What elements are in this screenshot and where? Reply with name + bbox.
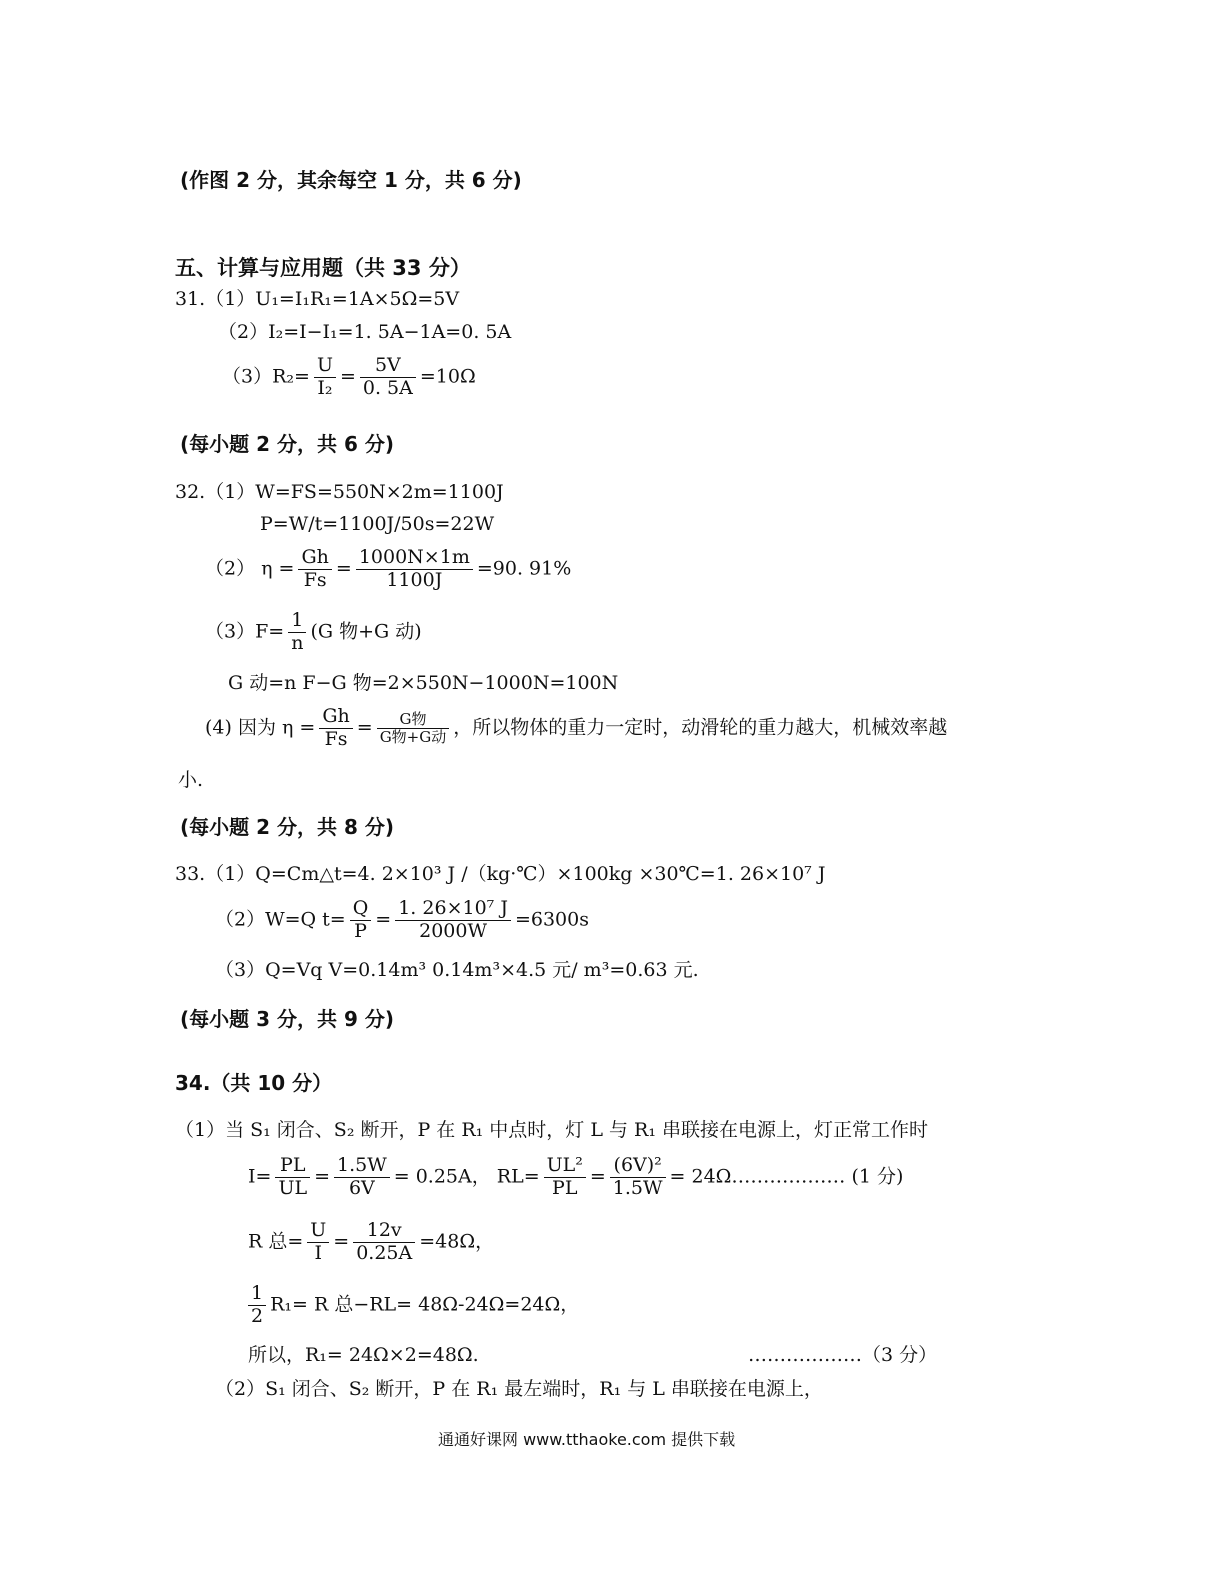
q31-line3-result: =10Ω bbox=[419, 365, 476, 388]
q32-line3-result: =90. 91% bbox=[476, 557, 572, 580]
q32-fraction-1 bbox=[298, 547, 331, 592]
q31-f2-numerator: 5V bbox=[360, 355, 416, 378]
q32-line1: 32.（1）W=FS=550N×2m=1100J bbox=[175, 481, 504, 503]
q34-line3-result: =48Ω， bbox=[419, 1230, 495, 1253]
q34-f7-numerator: 1 bbox=[248, 1283, 266, 1306]
q34-line3-equals: = bbox=[333, 1230, 350, 1253]
q34-line1: （1）当 S₁ 闭合、S₂ 断开，P 在 R₁ 中点时，灯 L 与 R₁ 串联接在电源上，灯正常工作时 bbox=[175, 1119, 928, 1141]
q34-line2-result: = 24Ω……………… (1 分) bbox=[669, 1165, 904, 1188]
q33-line2-result: =6300s bbox=[514, 908, 589, 931]
q33-f1-numerator: Q bbox=[350, 898, 372, 921]
q32-f3-denominator: n bbox=[291, 631, 304, 654]
q34-line2-equals-2: = bbox=[589, 1165, 606, 1188]
q33-fraction-2 bbox=[395, 898, 511, 943]
q34-f2-numerator: 1.5W bbox=[334, 1155, 390, 1178]
q34-line3-prefix: R 总= bbox=[248, 1230, 304, 1253]
q32-line5: G 动=n F−G 物=2×550N−1000N=100N bbox=[228, 672, 619, 694]
q34-line2-mid: = 0.25A， RL= bbox=[393, 1165, 540, 1188]
q33-f1-denominator: P bbox=[354, 919, 367, 942]
q34-f3-denominator: PL bbox=[552, 1176, 578, 1199]
q34-title-text: 34.（共 10 分） bbox=[175, 1071, 333, 1095]
q34-f4-denominator: 1.5W bbox=[612, 1176, 663, 1199]
q32-f2-numerator: 1000N×1m bbox=[356, 547, 473, 570]
q33-f2-numerator: 1. 26×10⁷ J bbox=[395, 898, 511, 921]
q32-line6-equals: = bbox=[356, 716, 373, 739]
q33-line2-prefix: （2）W=Q t= bbox=[215, 908, 346, 931]
q33-f2-denominator: 2000W bbox=[419, 919, 488, 942]
q32-f5-denominator: G物+G动 bbox=[379, 727, 447, 746]
q34-f1-numerator: PL bbox=[275, 1155, 310, 1178]
section4-score: (作图 2 分，其余每空 1 分，共 6 分) bbox=[180, 168, 522, 192]
q34-f6-numerator: 12v bbox=[353, 1220, 415, 1243]
q33-fraction-1 bbox=[350, 898, 372, 943]
q34-fraction-2 bbox=[334, 1155, 390, 1200]
q31-f1-denominator: I₂ bbox=[317, 376, 333, 399]
q34-f2-denominator: 6V bbox=[348, 1176, 375, 1199]
q32-line3-prefix: （2） η = bbox=[205, 557, 295, 580]
q33-line2-equals: = bbox=[375, 908, 392, 931]
q34-title bbox=[175, 1073, 332, 1094]
q32-f1-denominator: Fs bbox=[303, 568, 327, 591]
q34-f4-numerator: (6V)² bbox=[610, 1155, 666, 1178]
q32-f4-numerator: Gh bbox=[319, 706, 352, 729]
q31-line1: 31.（1）U₁=I₁R₁=1A×5Ω=5V bbox=[175, 288, 460, 310]
q32-f3-numerator: 1 bbox=[288, 610, 306, 633]
q32-line6-rest: ，所以物体的重力一定时，动滑轮的重力越大，机械效率越 bbox=[453, 716, 948, 739]
q33-line3: （3）Q=Vq V=0.14m³ 0.14m³×4.5 元/ m³=0.63 元. bbox=[215, 959, 699, 981]
q32-f2-denominator: 1100J bbox=[386, 568, 443, 591]
q34-line4-rest: R₁= R 总−RL= 48Ω-24Ω=24Ω， bbox=[270, 1293, 580, 1316]
q32-f1-numerator: Gh bbox=[298, 547, 331, 570]
q31-line3-equals: = bbox=[339, 365, 356, 388]
q31-line2: （2）I₂=I−I₁=1. 5A−1A=0. 5A bbox=[218, 321, 512, 343]
q34-f1-denominator: UL bbox=[278, 1176, 308, 1199]
q34-fraction-3 bbox=[544, 1155, 586, 1200]
q34-line2-equals-1: = bbox=[314, 1165, 330, 1188]
q34-line2 bbox=[248, 1155, 903, 1200]
q34-f3-numerator: UL² bbox=[544, 1155, 586, 1178]
q32-line2: P=W/t=1100J/50s=22W bbox=[260, 513, 495, 535]
q31-fraction-1 bbox=[314, 355, 336, 400]
q34-f5-denominator: I bbox=[314, 1241, 323, 1264]
q34-f7-denominator: 2 bbox=[251, 1304, 264, 1327]
q34-line2-prefix: I= bbox=[248, 1165, 272, 1188]
q32-line4 bbox=[205, 610, 422, 655]
q32-score: (每小题 2 分，共 8 分) bbox=[180, 815, 394, 839]
q34-line3 bbox=[248, 1220, 494, 1265]
q31-f1-numerator: U bbox=[314, 355, 336, 378]
q31-fraction-2 bbox=[360, 355, 416, 400]
q32-f4-denominator: Fs bbox=[324, 727, 348, 750]
q32-fraction-3 bbox=[288, 610, 306, 655]
q32-line3-equals: = bbox=[335, 557, 352, 580]
q34-f6-denominator: 0.25A bbox=[356, 1241, 413, 1264]
q34-fraction-6 bbox=[353, 1220, 415, 1265]
q34-fraction-4 bbox=[610, 1155, 666, 1200]
q31-line3-prefix: （3）R₂= bbox=[222, 365, 310, 388]
q34-fraction-7 bbox=[248, 1283, 266, 1328]
q32-line7: 小. bbox=[178, 769, 204, 791]
q34-f5-numerator: U bbox=[307, 1220, 329, 1243]
q32-fraction-5 bbox=[377, 711, 450, 747]
section5-title: 五、计算与应用题（共 33 分） bbox=[175, 256, 471, 280]
q32-line6-prefix: (4) 因为 η = bbox=[205, 716, 316, 739]
q33-line1: 33.（1）Q=Cm△t=4. 2×10³ J /（kg·℃）×100kg ×30℃=1. 26×10⁷ J bbox=[175, 863, 826, 885]
footer-text: 通通好课网 www.tthaoke.com 提供下载 bbox=[438, 1430, 736, 1449]
q32-line4-prefix: （3）F= bbox=[205, 620, 285, 643]
q32-line3 bbox=[205, 547, 571, 592]
q32-line6 bbox=[205, 706, 947, 751]
q34-line5: 所以，R₁= 24Ω×2=48Ω. bbox=[248, 1344, 479, 1366]
q32-line4-rest: (G 物+G 动) bbox=[310, 620, 422, 643]
q32-f5-numerator: G物 bbox=[377, 711, 450, 729]
q34-line4 bbox=[244, 1283, 579, 1328]
q31-line3 bbox=[222, 355, 476, 400]
q32-fraction-2 bbox=[356, 547, 473, 592]
q31-f2-denominator: 0. 5A bbox=[362, 376, 413, 399]
q33-score: (每小题 3 分，共 9 分) bbox=[180, 1007, 394, 1031]
q34-line5-score: ………………（3 分） bbox=[748, 1344, 938, 1366]
q33-line2 bbox=[215, 898, 589, 943]
q34-line6: （2）S₁ 闭合、S₂ 断开，P 在 R₁ 最左端时，R₁ 与 L 串联接在电源上， bbox=[215, 1378, 823, 1400]
q32-fraction-4 bbox=[319, 706, 352, 751]
q31-score: (每小题 2 分，共 6 分) bbox=[180, 432, 394, 456]
q34-fraction-1 bbox=[275, 1155, 310, 1200]
q34-fraction-5 bbox=[307, 1220, 329, 1265]
